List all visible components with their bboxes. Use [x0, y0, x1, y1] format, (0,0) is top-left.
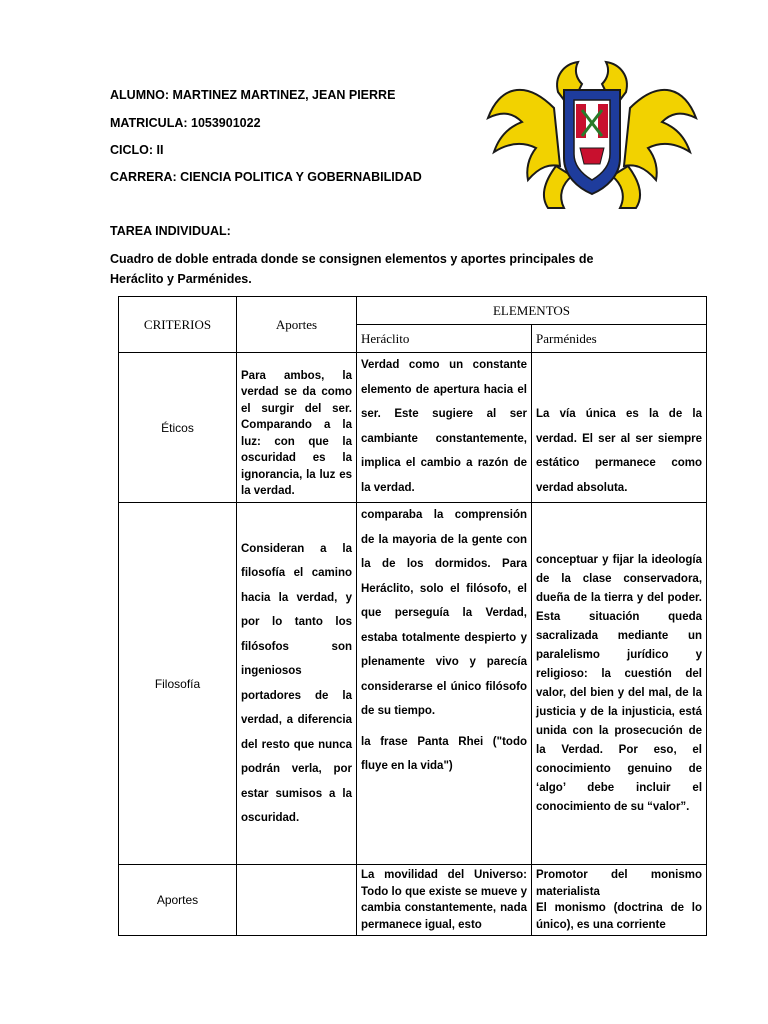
university-crest-logo — [484, 48, 700, 212]
row-aportes — [237, 865, 357, 936]
task-title: TAREA INDIVIDUAL: — [110, 224, 231, 238]
row-criterio: Éticos — [119, 353, 237, 503]
enrollment-number: MATRICULA: 1053901022 — [110, 116, 261, 130]
task-description: Cuadro de doble entrada donde se consignen elementos y aportes principales de Heráclito y Parménides. — [110, 252, 594, 286]
row-parmenides: conceptuar y fijar la ideología de la clase conservadora, dueña de la tierra y del poder. Esta situación queda sacralizada mediante un paralelismo jurídico y religioso: la cuestión del valor, del bien y del mal, de la justicia y de la injusticia, está unida con la prosecución de la Verdad. Por eso, el conocimiento genuino de ‘algo’ debe incluir el conocimiento de su “valor”. — [532, 503, 707, 865]
row-parmenides-title: Promotor del monismo materialista — [536, 869, 703, 898]
crest-shield — [564, 90, 620, 194]
header-aportes: Aportes — [237, 297, 357, 353]
row-parmenides: La vía única es la de la verdad. El ser al ser siempre estático permanece como verdad absoluta. — [532, 353, 707, 503]
row-criterio: Filosofía — [119, 503, 237, 865]
row-aportes: Consideran a la filosofía el camino hacia la verdad, y por lo tanto los filósofos son ingeniosos portadores de la verdad, a diferencia del resto que nunca podrán verla, por estar sumisos a la oscuridad. — [237, 503, 357, 865]
row-heraclito-quote: la frase Panta Rhei ("todo fluye en la vida") — [361, 735, 527, 772]
header-heraclito: Heráclito — [357, 325, 532, 353]
row-heraclito: La movilidad del Universo: Todo lo que existe se mueve y cambia constantemente, nada permanece igual, esto — [357, 865, 532, 936]
row-parmenides: El monismo (doctrina de lo único), es una corriente — [536, 902, 703, 931]
career: CARRERA: CIENCIA POLITICA Y GOBERNABILIDAD — [110, 170, 422, 184]
table-row — [119, 353, 707, 503]
table-row — [119, 865, 707, 936]
comparison-table — [118, 296, 707, 936]
header-parmenides: Parménides — [532, 325, 707, 353]
row-heraclito: comparaba la comprensión de la mayoria de la gente con la de los dormidos. Para Heráclito, solo el filósofo, el que perseguía la Verdad, estaba totalmente despierto y plenamente vivo y parecía considerarse el único filósofo de su tiempo. — [361, 509, 527, 717]
row-criterio: Aportes — [119, 865, 237, 936]
header-criterios: CRITERIOS — [119, 297, 237, 353]
student-name: ALUMNO: MARTINEZ MARTINEZ, JEAN PIERRE — [110, 88, 396, 102]
row-heraclito: Verdad como un constante elemento de apertura hacia el ser. Este sugiere al ser cambiante constantemente, implica el cambio a razón de la verdad. — [357, 353, 532, 503]
table-row — [119, 503, 707, 865]
row-aportes: Para ambos, la verdad se da como el surgir del ser. Comparando a la luz: con que la oscuridad es la ignorancia, la luz es la verdad. — [237, 353, 357, 503]
row-parmenides-cell — [532, 865, 707, 936]
cycle: CICLO: II — [110, 143, 164, 157]
header-elementos: ELEMENTOS — [357, 297, 707, 325]
row-heraclito-cell — [357, 503, 532, 865]
